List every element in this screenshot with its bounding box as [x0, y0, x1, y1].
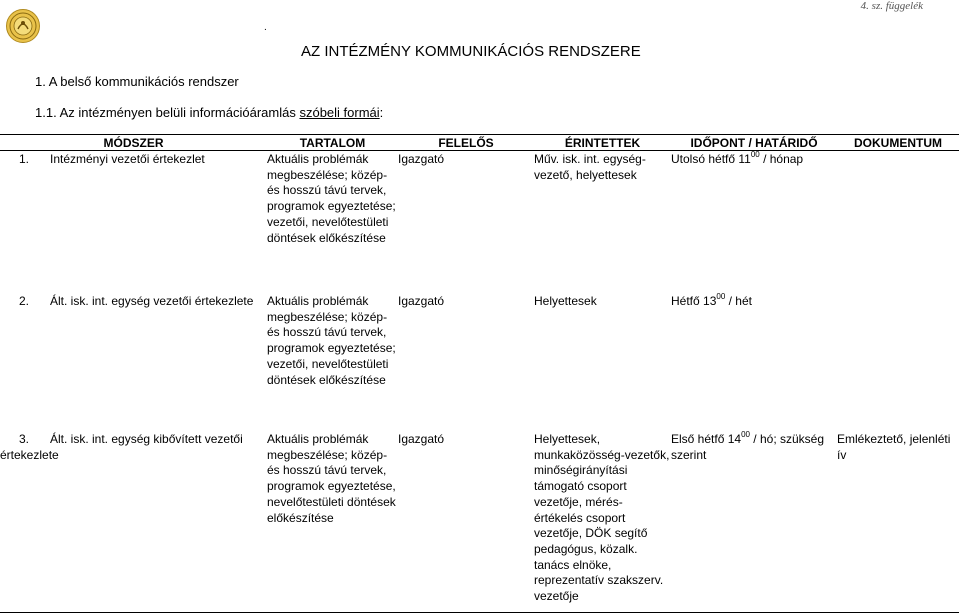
time-suffix: / hónap: [759, 152, 804, 166]
school-logo: [6, 9, 40, 43]
time-text: Hétfő 13: [671, 294, 717, 308]
document-cell: Emlékeztető, jelenléti ív: [837, 430, 959, 613]
method-cell: [0, 430, 267, 613]
appendix-label: 4. sz. függelék: [860, 0, 923, 12]
time-superscript: 00: [716, 292, 726, 301]
section-heading-1-1-underlined: szóbeli formái: [299, 105, 380, 120]
responsible-cell: Igazgató: [398, 152, 445, 166]
affected-cell: Műv. isk. int. egység-vezető, helyettesek: [534, 152, 646, 182]
responsible-cell: Igazgató: [398, 430, 534, 613]
column-header-time: IDŐPONT / HATÁRIDŐ: [671, 135, 837, 151]
time-cell: [671, 430, 837, 613]
document-cell: [837, 151, 959, 293]
stray-dot: .: [264, 22, 267, 33]
time-superscript: 00: [750, 150, 760, 159]
column-header-affected: ÉRINTETTEK: [534, 135, 671, 151]
time-text: Utolsó hétfő 11: [671, 152, 751, 166]
content-cell: Aktuális problémák megbeszélése; közép- és hosszú távú tervek, programok egyeztetése; vezetői, nevelőtestületi döntések előkészítése: [267, 294, 396, 387]
content-cell: Aktuális problémák megbeszélése; közép- és hosszú távú tervek, programok egyeztetése; vezetői, nevelőtestületi döntések előkészítése: [267, 152, 396, 245]
column-header-responsible: FELELŐS: [398, 135, 534, 151]
column-header-method: MÓDSZER: [0, 135, 267, 151]
table-row: [0, 430, 959, 613]
time-superscript: 00: [741, 430, 750, 439]
method-text: Ált. isk. int. egység kibővített vezetői értekezlete: [0, 432, 243, 462]
communication-table: [0, 134, 959, 613]
row-number: 2.: [19, 294, 30, 308]
section-heading-1-1-text: 1.1. Az intézményen belüli információáramlás: [35, 105, 300, 120]
section-heading-1-1: [35, 105, 383, 120]
row-number: 1.: [19, 152, 30, 166]
affected-cell: Helyettesek, munkaközösség-vezetők, minőségirányítási támogató csoport vezetője, mérés-értékelés csoport vezetője, DÖK segítő pedagógus, közalk. tanács elnöke, reprezentatív szakszerv. vezetője: [534, 430, 671, 613]
table-header-row: [0, 135, 959, 151]
time-text: Első hétfő 14: [671, 432, 742, 446]
affected-cell: Helyettesek: [534, 294, 597, 308]
method-text: Intézményi vezetői értekezlet: [50, 152, 205, 166]
responsible-cell: Igazgató: [398, 294, 445, 308]
time-suffix: / hó; szükség szerint: [671, 432, 825, 462]
time-cell: [671, 292, 837, 430]
section-heading-1: 1. A belső kommunikációs rendszer: [35, 74, 239, 89]
column-header-document: DOKUMENTUM: [837, 135, 959, 151]
page-title: AZ INTÉZMÉNY KOMMUNIKÁCIÓS RENDSZERE: [301, 43, 641, 60]
document-cell: [837, 292, 959, 430]
table-row: [0, 292, 959, 430]
logo-emblem-icon: [7, 10, 39, 42]
column-header-content: TARTALOM: [267, 135, 398, 151]
time-cell: [671, 151, 837, 293]
method-text: Ált. isk. int. egység vezetői értekezlete: [50, 294, 254, 308]
method-cell: [0, 292, 267, 430]
time-suffix: / hét: [725, 294, 752, 308]
row-number: 3.: [19, 432, 30, 446]
content-cell: Aktuális problémák megbeszélése; közép- és hosszú távú tervek, programok egyeztetése, nevelőtestületi döntések előkészítése: [267, 430, 398, 613]
table-row: [0, 151, 959, 293]
section-heading-1-1-colon: :: [379, 105, 384, 120]
method-cell: [0, 151, 267, 293]
